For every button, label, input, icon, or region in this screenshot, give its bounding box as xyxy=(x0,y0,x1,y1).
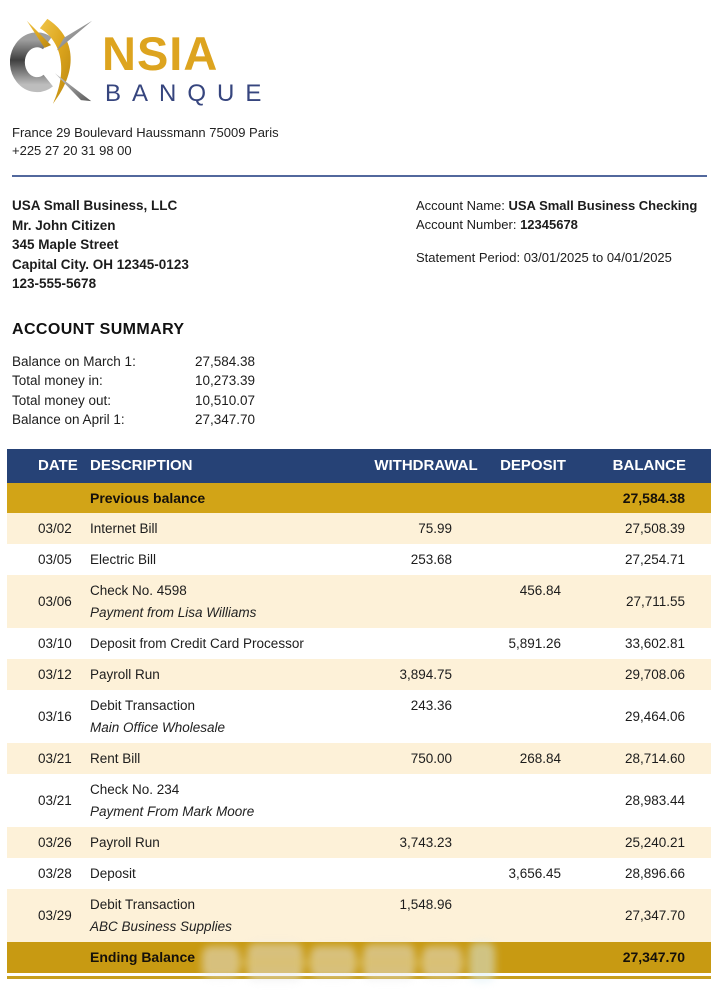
transaction-description: Payroll Run xyxy=(90,827,372,858)
transaction-date: 03/16 xyxy=(38,708,72,724)
transaction-balance: 28,983.44 xyxy=(624,792,685,808)
summary-row xyxy=(12,391,720,411)
transaction-withdrawal xyxy=(372,858,480,889)
transaction-date: 03/10 xyxy=(38,635,72,651)
table-row xyxy=(7,544,711,575)
transaction-deposit xyxy=(480,659,572,690)
table-row xyxy=(7,889,711,942)
previous-balance-label: Previous balance xyxy=(90,483,372,513)
transaction-withdrawal: 243.36 xyxy=(410,697,452,713)
transaction-balance: 25,240.21 xyxy=(572,827,711,858)
transaction-balance: 28,896.66 xyxy=(624,865,685,881)
transaction-balance: 28,714.60 xyxy=(572,743,711,774)
brand-text xyxy=(102,12,272,108)
transaction-balance: 27,508.39 xyxy=(572,513,711,544)
transaction-description: Electric Bill xyxy=(90,551,157,567)
transaction-withdrawal: 75.99 xyxy=(372,513,480,544)
transaction-description: Deposit xyxy=(90,865,136,881)
bank-address xyxy=(12,124,720,160)
transactions-table xyxy=(7,449,711,973)
account-summary-title: ACCOUNT SUMMARY xyxy=(12,320,185,338)
table-row xyxy=(7,743,711,774)
summary-value: 27,584.38 xyxy=(195,353,256,369)
blurred-watermark xyxy=(202,938,514,986)
table-row xyxy=(7,628,711,659)
info-section xyxy=(12,196,708,294)
transaction-deposit xyxy=(480,827,572,858)
brand-subtitle: BANQUE xyxy=(105,79,273,107)
header-balance: BALANCE xyxy=(572,449,711,483)
transaction-withdrawal: 253.68 xyxy=(410,551,452,567)
account-number-line xyxy=(416,215,708,234)
transaction-balance: 27,254.71 xyxy=(624,551,685,567)
transaction-date: 03/29 xyxy=(7,889,90,942)
transaction-deposit: 5,891.26 xyxy=(508,635,561,651)
transaction-withdrawal xyxy=(372,575,480,628)
transaction-description: Check No. 4598 Payment from Lisa Williams xyxy=(90,575,372,628)
nsia-logo-icon xyxy=(10,12,94,108)
ending-balance-value: 27,347.70 xyxy=(572,942,711,973)
summary-label: Total money in: xyxy=(12,373,103,388)
account-number-label: Account Number: xyxy=(416,217,517,232)
header-withdrawal: WITHDRAWAL xyxy=(372,449,480,483)
table-row xyxy=(7,513,711,544)
account-info-block xyxy=(416,196,708,294)
watermark-blob xyxy=(469,942,495,982)
header-date: DATE xyxy=(7,449,90,483)
watermark-streak xyxy=(236,961,466,964)
header-description: DESCRIPTION xyxy=(90,449,372,483)
transaction-withdrawal: 1,548.96 xyxy=(372,889,480,942)
transaction-deposit xyxy=(480,889,572,942)
table-row xyxy=(7,659,711,690)
table-row xyxy=(7,827,711,858)
transaction-date: 03/12 xyxy=(7,659,90,690)
summary-label: Total money out: xyxy=(12,392,112,408)
transaction-balance: 27,711.55 xyxy=(572,575,711,628)
customer-phone: 123-555-5678 xyxy=(12,276,97,291)
customer-street: 345 Maple Street xyxy=(12,237,119,252)
transaction-description: Debit Transaction ABC Business Supplies xyxy=(90,889,372,942)
transaction-date: 03/05 xyxy=(38,551,72,567)
transaction-date: 03/02 xyxy=(7,513,90,544)
transaction-balance: 29,464.06 xyxy=(624,708,685,724)
transaction-date: 03/26 xyxy=(7,827,90,858)
table-header-row xyxy=(7,449,711,483)
account-summary xyxy=(12,352,720,430)
customer-city: Capital City. OH 12345-0123 xyxy=(12,256,189,272)
account-name-value: USA Small Business Checking xyxy=(508,198,698,213)
previous-balance-value: 27,584.38 xyxy=(572,483,711,513)
customer-company: USA Small Business, LLC xyxy=(12,198,178,213)
summary-value: 10,510.07 xyxy=(195,392,256,408)
table-row xyxy=(7,774,711,827)
statement-period-value: 03/01/2025 to 04/01/2025 xyxy=(523,250,672,265)
ending-balance-label: Ending Balance xyxy=(90,942,372,973)
statement-period-line xyxy=(416,248,708,267)
previous-balance-row xyxy=(7,483,711,513)
customer-name: Mr. John Citizen xyxy=(12,217,116,233)
transaction-withdrawal: 750.00 xyxy=(372,743,480,774)
transaction-description: Debit Transaction Main Office Wholesale xyxy=(90,697,226,735)
transaction-date: 03/21 xyxy=(38,792,72,808)
divider-line xyxy=(12,175,707,177)
transaction-description: Payroll Run xyxy=(90,659,372,690)
summary-label: Balance on March 1: xyxy=(12,353,136,369)
watermark-blob xyxy=(202,946,240,978)
summary-value: 27,347.70 xyxy=(195,412,256,427)
transaction-withdrawal xyxy=(372,628,480,659)
transaction-description: Rent Bill xyxy=(90,743,372,774)
transaction-balance: 27,347.70 xyxy=(572,889,711,942)
header-deposit: DEPOSIT xyxy=(480,449,572,483)
transaction-description: Check No. 234 Payment From Mark Moore xyxy=(90,781,255,819)
transaction-withdrawal xyxy=(372,774,480,827)
transaction-balance: 33,602.81 xyxy=(624,635,685,651)
statement-period-label: Statement Period: xyxy=(416,250,521,265)
transaction-deposit xyxy=(480,513,572,544)
transaction-date: 03/06 xyxy=(7,575,90,628)
transaction-deposit: 456.84 xyxy=(480,575,572,628)
customer-address-block xyxy=(12,196,416,294)
summary-label: Balance on April 1: xyxy=(12,412,125,427)
account-number-value: 12345678 xyxy=(520,217,578,232)
summary-row xyxy=(12,371,720,391)
transaction-balance: 29,708.06 xyxy=(572,659,711,690)
bank-address-line: France 29 Boulevard Haussmann 75009 Paris xyxy=(12,125,279,140)
table-row xyxy=(7,858,711,889)
table-row xyxy=(7,690,711,743)
table-row xyxy=(7,575,711,628)
summary-row xyxy=(12,352,720,372)
transaction-date: 03/28 xyxy=(38,865,72,881)
transaction-withdrawal: 3,894.75 xyxy=(372,659,480,690)
transaction-deposit xyxy=(480,690,572,743)
brand-name: NSIA xyxy=(102,27,219,80)
summary-value: 10,273.39 xyxy=(195,373,256,388)
account-name-label: Account Name: xyxy=(416,198,505,213)
transaction-withdrawal: 3,743.23 xyxy=(372,827,480,858)
transaction-deposit: 268.84 xyxy=(480,743,572,774)
summary-row xyxy=(12,410,720,430)
bank-logo xyxy=(0,0,720,108)
transaction-description: Internet Bill xyxy=(90,513,372,544)
account-name-line xyxy=(416,196,708,215)
bank-phone: +225 27 20 31 98 00 xyxy=(12,143,132,158)
transaction-description: Deposit from Credit Card Processor xyxy=(90,635,304,651)
transaction-deposit xyxy=(480,774,572,827)
transaction-date: 03/21 xyxy=(7,743,90,774)
transaction-deposit: 3,656.45 xyxy=(508,865,561,881)
transaction-deposit xyxy=(480,544,572,575)
